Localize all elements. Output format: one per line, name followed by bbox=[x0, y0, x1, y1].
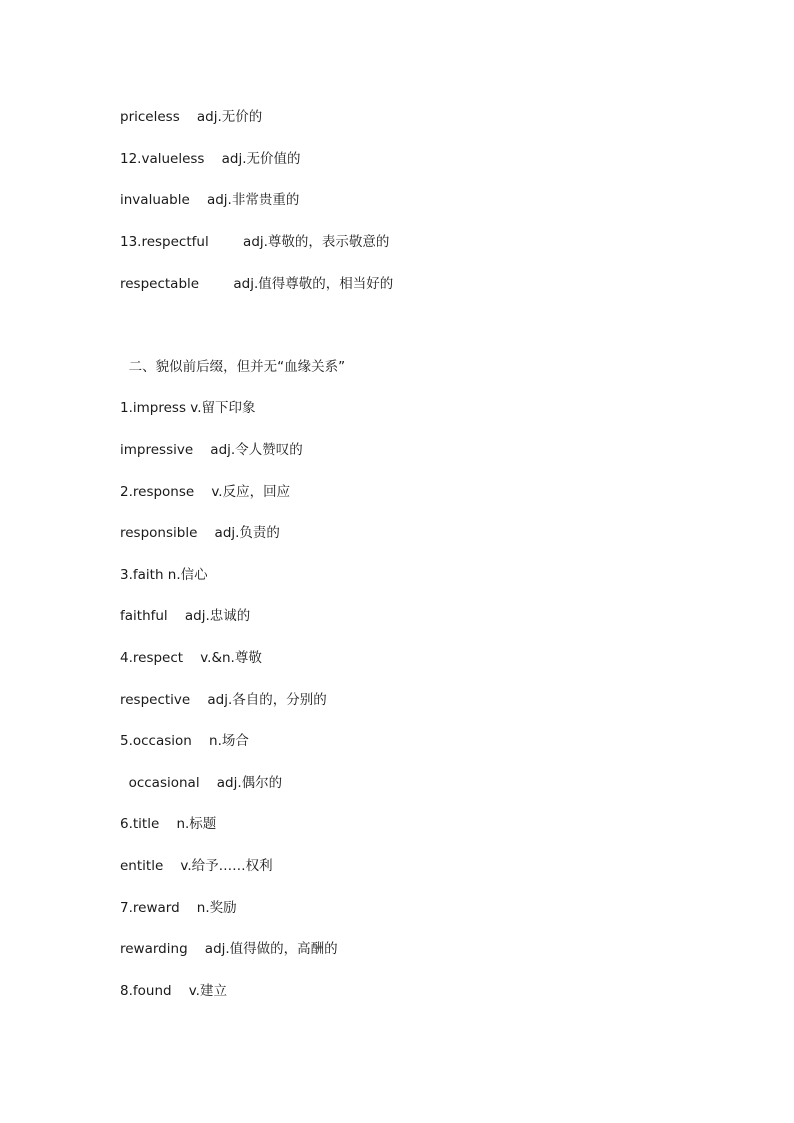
text-line: 13.respectful adj.尊敬的，表示敬意的 bbox=[120, 234, 390, 250]
text-line: 8.found v.建立 bbox=[120, 983, 227, 999]
section-heading: 二、貌似前后缀，但并无“血缘关系” bbox=[120, 359, 346, 375]
text-line: entitle v.给予……权利 bbox=[120, 858, 273, 874]
text-line: 7.reward n.奖励 bbox=[120, 900, 237, 916]
text-line: faithful adj.忠诚的 bbox=[120, 608, 251, 624]
text-line: occasional adj.偶尔的 bbox=[120, 775, 283, 791]
text-line: priceless adj.无价的 bbox=[120, 109, 263, 125]
text-line: 5.occasion n.场合 bbox=[120, 733, 249, 749]
text-line: 3.faith n.信心 bbox=[120, 567, 208, 583]
text-line: 6.title n.标题 bbox=[120, 816, 217, 832]
text-line: rewarding adj.值得做的，高酬的 bbox=[120, 941, 338, 957]
text-line: 4.respect v.&n.尊敬 bbox=[120, 650, 262, 666]
text-line: invaluable adj.非常贵重的 bbox=[120, 192, 300, 208]
text-line: impressive adj.令人赞叹的 bbox=[120, 442, 303, 458]
text-line: responsible adj.负责的 bbox=[120, 525, 280, 541]
text-line: respective adj.各自的，分别的 bbox=[120, 692, 327, 708]
text-line: respectable adj.值得尊敬的，相当好的 bbox=[120, 276, 394, 292]
text-line: 2.response v.反应，回应 bbox=[120, 484, 291, 500]
text-line: 1.impress v.留下印象 bbox=[120, 400, 256, 416]
text-line: 12.valueless adj.无价值的 bbox=[120, 151, 301, 167]
